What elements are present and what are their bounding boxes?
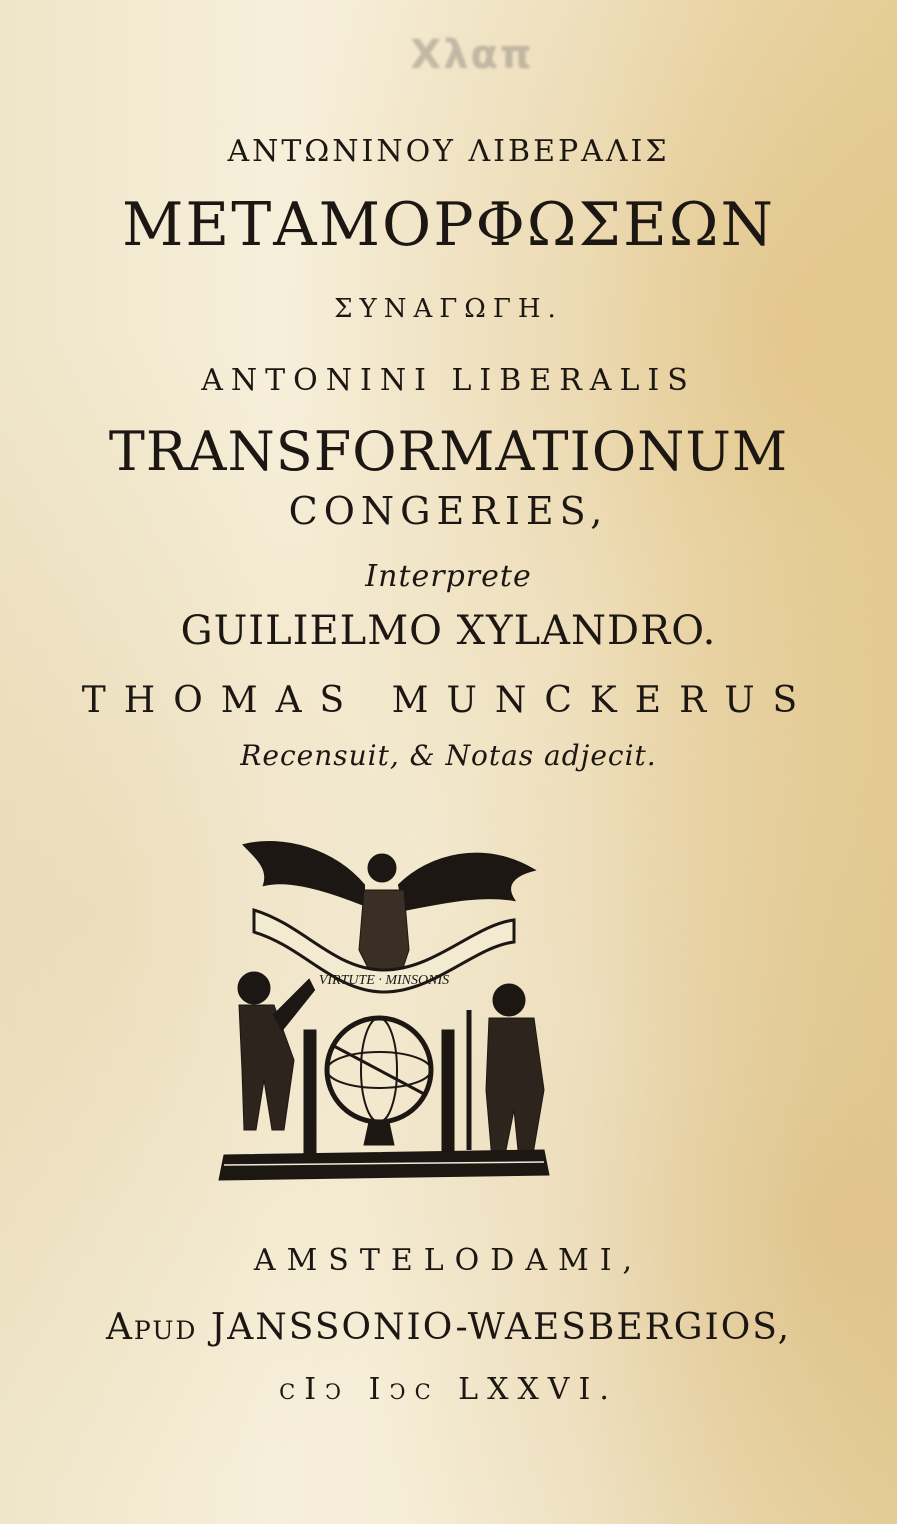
printers-device-woodcut [214,830,564,1200]
greek-title: ΜΕΤΑΜΟΡΦΩΣΕΩΝ [122,190,775,260]
central-figure [359,890,409,980]
right-pillar [442,1030,454,1155]
eagle-left-wing [244,842,364,905]
right-figure-body [486,1018,544,1160]
latin-subtitle: CONGERIES, [288,489,609,533]
imprint-city: AMSTELODAMI, [253,1243,644,1278]
greek-author: ΑΝΤΩΝΙΝΟΥ ΛΙΒΕΡΑΛΙΣ [227,134,670,169]
right-figure-head [493,984,525,1016]
interprete-label: Interprete [365,559,532,594]
imprint-publisher: Apud JANSSONIO-WAESBERGIOS, [105,1307,792,1348]
translator-name: GUILIELMO XYLANDRO. [180,608,717,654]
banner-motto: VIRTUTE · MINSONIS [318,973,450,988]
greek-subtitle: ΣΥΝΑΓΩΓΗ. [334,294,563,324]
latin-title: TRANSFORMATIONUM [108,420,789,483]
eagle-head [368,854,396,882]
latin-author: ANTONINI LIBERALIS [201,363,696,398]
eagle-right-wing [399,854,534,910]
left-figure-head [238,972,270,1004]
ownership-stamp: Χλαπ [410,32,534,78]
editor-note: Recensuit, & Notas adjecit. [240,739,657,772]
editor-name: THOMAS MUNCKERUS [81,680,816,721]
imprint-year: cIↄ Iↄc LXXVI. [279,1372,618,1407]
left-pillar [304,1030,316,1155]
